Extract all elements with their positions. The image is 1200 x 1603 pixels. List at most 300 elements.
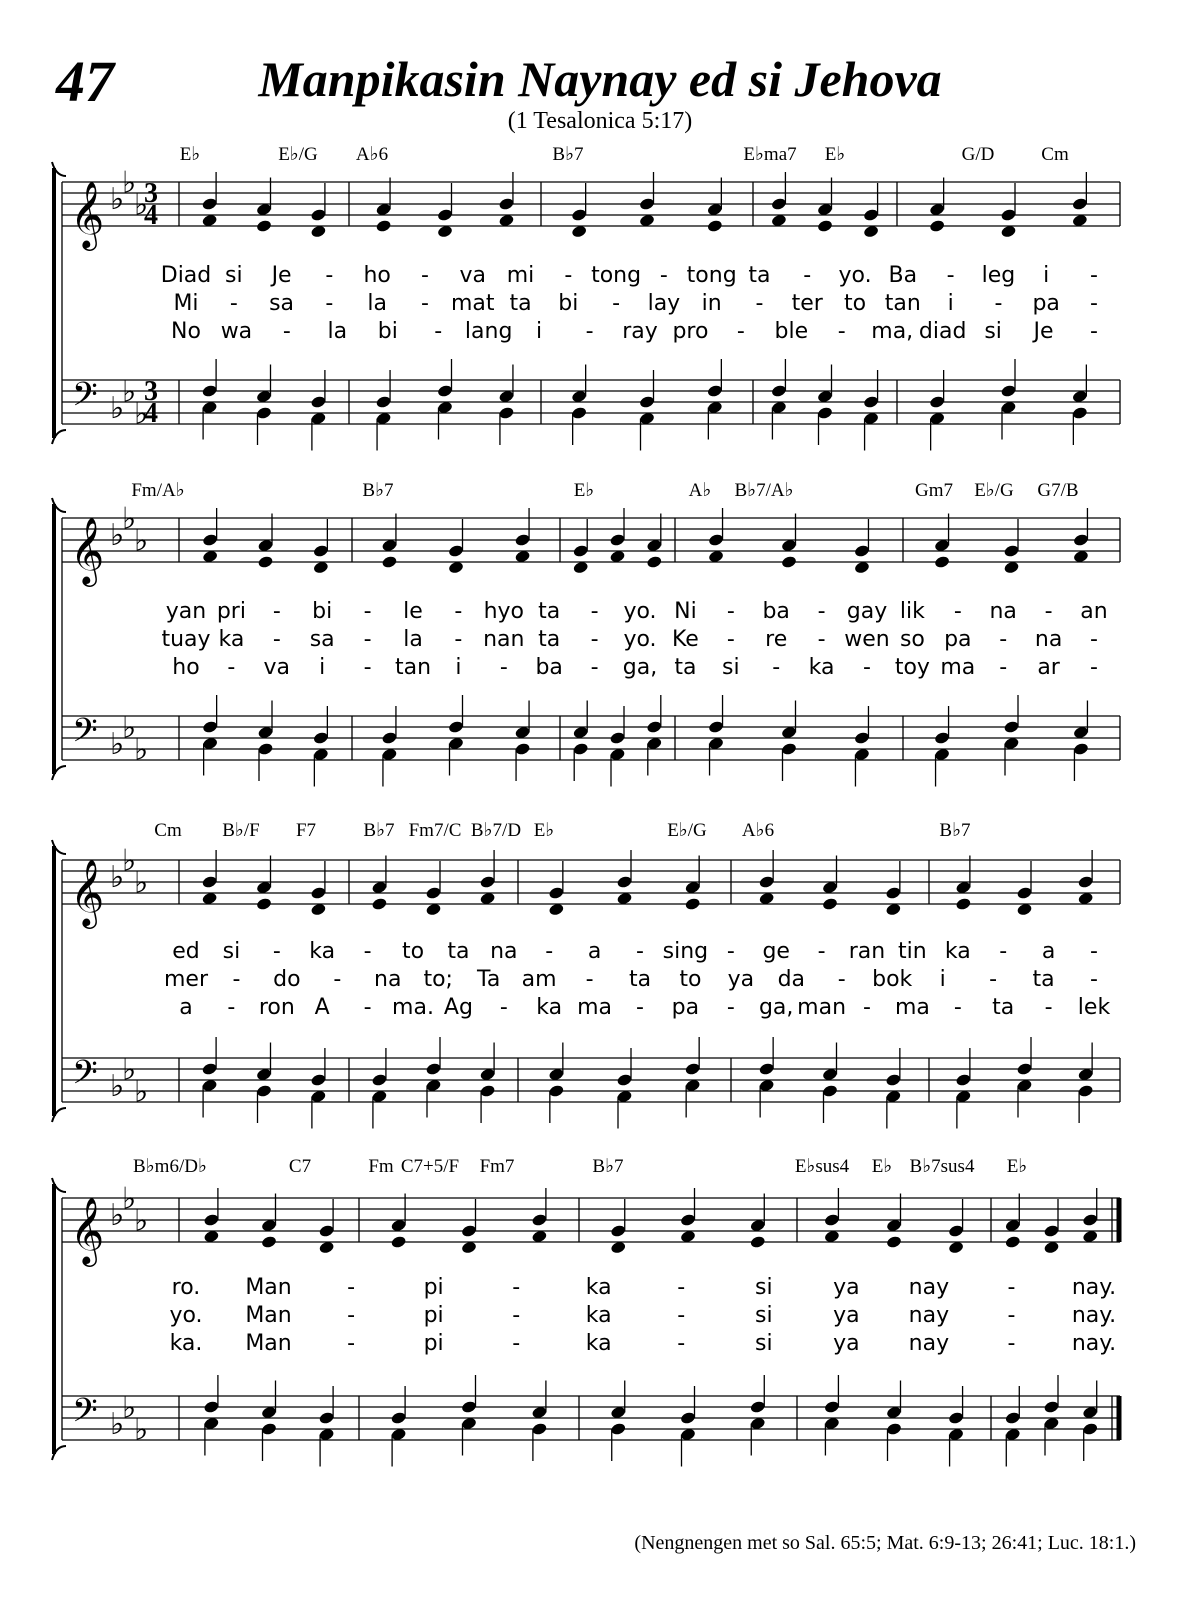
lyric-syllable: le: [403, 599, 423, 624]
note-head: [1077, 1084, 1094, 1098]
lyric-syllable: -: [420, 291, 429, 316]
lyric-syllable: sa: [309, 627, 335, 652]
note-head: [261, 1235, 278, 1249]
note-head: [381, 731, 398, 745]
chord-symbol: A♭6: [741, 820, 775, 841]
note-head: [1016, 886, 1033, 900]
note-head: [498, 197, 515, 211]
source-references: (Nengnengen met so Sal. 65:5; Mat. 6:9-13; 26:41; Luc. 18:1.): [634, 1532, 1136, 1554]
note-head: [822, 897, 839, 911]
note-head: [817, 219, 834, 233]
note-head: [707, 219, 724, 233]
flat-sign: ♭: [110, 1069, 125, 1104]
lyric-syllable: ta: [628, 967, 652, 992]
lyric-syllable: tan: [394, 655, 432, 680]
lyric-syllable: man: [797, 995, 847, 1020]
chord-symbol: E♭sus4: [794, 1156, 850, 1177]
bass-staff: [62, 716, 1120, 760]
lyric-syllable: Ba: [888, 263, 918, 288]
lyric-syllable: -: [817, 939, 826, 964]
note-head: [1082, 1213, 1099, 1227]
lyric-syllable: -: [590, 655, 599, 680]
lyric-syllable: -: [1044, 599, 1053, 624]
lyric-syllable: lang: [464, 319, 513, 344]
flat-sign: ♭: [110, 182, 125, 217]
lyric-syllable: to: [844, 291, 867, 316]
lyric-syllable: -: [227, 655, 236, 680]
flat-sign: ♭: [110, 391, 125, 426]
lyric-syllable: wa: [220, 319, 253, 344]
chord-symbol: G7/B: [1037, 480, 1079, 501]
flat-sign: ♭: [122, 501, 137, 537]
treble-clef: 𝄞: [70, 180, 105, 248]
lyric-syllable: a: [179, 995, 193, 1020]
lyric-syllable: -: [999, 655, 1008, 680]
note-head: [203, 1213, 220, 1227]
note-head: [448, 720, 465, 734]
lyric-syllable: -: [512, 1275, 521, 1300]
lyric-syllable: i: [536, 319, 543, 344]
lyric-syllable: i: [947, 291, 954, 316]
lyric-syllable: -: [726, 599, 735, 624]
note-head: [572, 544, 589, 558]
lyric-syllable: re: [765, 627, 788, 652]
lyric-syllable: tong: [591, 263, 642, 288]
lyric-syllable: mat: [450, 291, 495, 316]
note-head: [684, 1062, 701, 1076]
chord-symbol: C7: [288, 1156, 312, 1177]
chord-symbol: G/D: [961, 144, 995, 165]
note-head: [201, 197, 218, 211]
note-head: [571, 208, 588, 222]
lyric-syllable: -: [512, 1303, 521, 1328]
flat-sign: ♭: [122, 1181, 137, 1217]
note-head: [609, 533, 626, 547]
note-head: [1004, 1235, 1021, 1249]
lyric-syllable: -: [1090, 627, 1098, 652]
lyric-syllable: ka: [585, 1275, 612, 1300]
lyric-syllable: do: [273, 967, 301, 992]
note-head: [261, 1422, 278, 1436]
lyric-syllable: -: [363, 599, 372, 624]
flat-sign: ♭: [122, 165, 137, 201]
lyric-syllable: -: [803, 263, 812, 288]
treble-clef: 𝄞: [70, 858, 105, 926]
note-head: [201, 875, 218, 889]
lyric-syllable: Ke: [671, 627, 699, 652]
lyric-syllable: -: [1090, 291, 1098, 316]
lyric-syllable: -: [999, 939, 1008, 964]
note-head: [461, 1400, 478, 1414]
lyric-syllable: Diad: [160, 263, 212, 288]
chord-symbol: Cm: [154, 820, 182, 841]
lyric-syllable: pi: [423, 1331, 444, 1356]
note-head: [201, 1062, 218, 1076]
system-1: [52, 144, 1120, 451]
lyric-syllable: i: [455, 655, 462, 680]
note-head: [461, 1224, 478, 1238]
lyric-syllable: la: [327, 319, 348, 344]
note-head: [708, 533, 725, 547]
treble-time-bottom: 4: [144, 200, 158, 231]
lyric-syllable: ka: [218, 627, 245, 652]
note-head: [498, 406, 515, 420]
lyric-syllable: to;: [423, 967, 453, 992]
lyric-syllable: ga,: [622, 655, 658, 680]
note-head: [1043, 1224, 1060, 1238]
lyric-syllable: i: [939, 967, 946, 992]
lyric-syllable: ro.: [171, 1275, 201, 1300]
note-head: [371, 1073, 388, 1087]
flat-sign: ♭: [122, 1052, 137, 1088]
note-head: [758, 1062, 775, 1076]
lyric-syllable: pa: [671, 995, 700, 1020]
lyric-syllable: Mi: [173, 291, 199, 316]
lyric-syllable: -: [659, 263, 668, 288]
lyric-syllable: an: [1080, 599, 1108, 624]
chord-symbol: E♭/G: [278, 144, 318, 165]
note-head: [1043, 1400, 1060, 1414]
note-head: [824, 1213, 841, 1227]
note-head: [1082, 1422, 1099, 1436]
note-head: [863, 208, 880, 222]
note-head: [257, 555, 274, 569]
lyric-syllable: ka: [585, 1303, 612, 1328]
lyric-syllable: ho: [363, 263, 391, 288]
chord-symbol: A♭: [688, 480, 712, 501]
chord-symbol: E♭ma7: [743, 144, 797, 165]
note-head: [886, 1235, 903, 1249]
chord-symbol: Gm7: [915, 480, 953, 501]
lyric-syllable: -: [272, 599, 281, 624]
lyric-syllable: mer: [163, 967, 209, 992]
lyric-syllable: -: [677, 1303, 686, 1328]
lyric-syllable: nay.: [1071, 1331, 1117, 1356]
note-head: [955, 1073, 972, 1087]
lyric-syllable: ka: [585, 1331, 612, 1356]
lyric-syllable: yo.: [838, 263, 872, 288]
lyric-syllable: -: [863, 995, 871, 1020]
note-head: [824, 1400, 841, 1414]
note-head: [256, 219, 273, 233]
note-head: [1073, 533, 1090, 547]
note-head: [479, 875, 496, 889]
lyric-syllable: -: [590, 599, 599, 624]
chord-symbol: E♭: [179, 144, 201, 165]
lyric-syllable: ya: [833, 1303, 860, 1328]
note-head: [886, 1422, 903, 1436]
lyric-syllable: -: [434, 319, 443, 344]
lyric-syllable: to: [401, 939, 425, 964]
note-head: [1016, 1062, 1033, 1076]
flat-sign: ♭: [122, 1390, 137, 1426]
lyric-syllable: tuay: [161, 627, 211, 652]
flat-sign: ♭: [134, 1412, 149, 1448]
note-head: [708, 720, 725, 734]
chord-symbol: Fm7: [479, 1156, 515, 1177]
lyric-syllable: -: [953, 599, 962, 624]
bass-clef: 𝄢: [72, 376, 98, 422]
note-head: [375, 395, 392, 409]
lyric-syllable: lay: [647, 291, 681, 316]
chord-symbol: B♭7: [552, 144, 584, 165]
flat-sign: ♭: [110, 518, 125, 553]
lyric-syllable: si: [722, 655, 740, 680]
note-head: [448, 544, 465, 558]
lyric-syllable: -: [736, 319, 745, 344]
lyric-syllable: si: [984, 319, 1002, 344]
lyric-syllable: -: [1044, 995, 1053, 1020]
lyric-syllable: bi: [377, 319, 398, 344]
note-head: [531, 1422, 548, 1436]
lyric-syllable: -: [272, 627, 281, 652]
note-head: [425, 1062, 442, 1076]
lyric-syllable: wen: [844, 627, 890, 652]
song-title: Manpikasin Naynay ed si Jehova: [258, 51, 942, 107]
lyric-syllable: ka: [808, 655, 835, 680]
chord-symbol: Cm: [1041, 144, 1069, 165]
lyric-syllable: a: [1041, 939, 1056, 964]
bass-clef: 𝄢: [72, 1392, 98, 1438]
lyric-syllable: -: [325, 263, 334, 288]
note-head: [948, 1224, 965, 1238]
note-head: [257, 742, 274, 756]
lyric-syllable: -: [837, 319, 846, 344]
lyric-syllable: tan: [884, 291, 921, 316]
lyric-syllable: -: [454, 599, 463, 624]
lyric-syllable: ho: [172, 655, 200, 680]
flat-sign: ♭: [134, 523, 149, 559]
lyric-syllable: bi: [558, 291, 579, 316]
lyric-syllable: -: [325, 291, 334, 316]
lyric-syllable: na: [989, 599, 1017, 624]
note-head: [1072, 406, 1089, 420]
lyric-syllable: va: [459, 263, 486, 288]
note-head: [771, 197, 788, 211]
chord-symbol: Fm: [368, 1156, 394, 1177]
lyric-syllable: ba: [762, 599, 790, 624]
lyric-syllable: ma.: [392, 995, 434, 1020]
note-head: [313, 731, 330, 745]
note-head: [1077, 875, 1094, 889]
note-head: [375, 219, 392, 233]
lyric-syllable: -: [363, 627, 372, 652]
lyric-syllable: -: [1007, 1331, 1016, 1356]
lyric-syllable: pi: [423, 1303, 444, 1328]
lyric-syllable: -: [636, 995, 644, 1020]
chord-symbol: E♭: [1006, 1156, 1028, 1177]
lyric-syllable: gay: [846, 599, 888, 624]
note-head: [616, 875, 633, 889]
note-head: [680, 1213, 697, 1227]
lyric-syllable: ya: [727, 967, 755, 992]
lyric-syllable: -: [585, 967, 594, 992]
bass-clef: 𝄢: [72, 712, 98, 758]
lyric-syllable: -: [272, 939, 281, 964]
chord-symbol: Fm/A♭: [131, 480, 185, 501]
lyric-syllable: na: [490, 939, 518, 964]
lyric-syllable: ta: [509, 291, 532, 316]
lyric-syllable: ta: [748, 263, 771, 288]
lyric-syllable: -: [590, 627, 599, 652]
note-head: [548, 1084, 565, 1098]
lyric-syllable: -: [1090, 939, 1098, 964]
lyric-syllable: i: [1043, 263, 1050, 288]
flat-sign: ♭: [134, 1074, 149, 1110]
lyric-syllable: bi: [312, 599, 333, 624]
lyric-syllable: -: [772, 655, 781, 680]
lyric-syllable: ran: [848, 939, 886, 964]
note-head: [955, 897, 972, 911]
lyric-syllable: ge: [762, 939, 790, 964]
note-head: [1004, 1411, 1021, 1425]
chord-symbol: B♭7sus4: [909, 1156, 975, 1177]
lyric-syllable: pro: [672, 319, 709, 344]
chord-symbol: C7+5/F: [400, 1156, 460, 1177]
lyric-syllable: mi: [506, 263, 535, 288]
treble-staff: [62, 518, 1120, 562]
system-2: [52, 480, 1120, 787]
lyric-syllable: -: [726, 939, 735, 964]
note-head: [929, 395, 946, 409]
lyric-syllable: ya: [833, 1331, 860, 1356]
lyric-syllable: pri: [216, 599, 246, 624]
lyric-syllable: nan: [483, 627, 525, 652]
lyric-syllable: No: [171, 319, 201, 344]
bass-clef: 𝄢: [72, 1054, 98, 1100]
lyric-syllable: -: [232, 967, 241, 992]
note-head: [1003, 720, 1020, 734]
chord-symbol: E♭: [871, 1156, 893, 1177]
lyric-syllable: A: [314, 995, 330, 1020]
lyric-syllable: -: [420, 263, 429, 288]
flat-sign: ♭: [122, 843, 137, 879]
lyric-syllable: Je: [1033, 319, 1054, 344]
lyric-syllable: ter: [791, 291, 823, 316]
note-head: [934, 731, 951, 745]
lyric-syllable: in: [701, 291, 722, 316]
lyric-syllable: ka: [536, 995, 563, 1020]
flat-sign: ♭: [134, 396, 149, 432]
lyric-syllable: -: [726, 627, 735, 652]
song-number: 47: [56, 49, 114, 114]
note-head: [202, 533, 219, 547]
lyric-syllable: la: [367, 291, 387, 316]
note-head: [514, 742, 531, 756]
chord-symbol: B♭m6/D♭: [133, 1156, 207, 1177]
lyric-syllable: -: [989, 967, 998, 992]
note-head: [781, 555, 798, 569]
note-head: [572, 742, 589, 756]
lyric-syllable: ma: [577, 995, 613, 1020]
note-head: [437, 384, 454, 398]
lyric-syllable: tong: [686, 263, 737, 288]
lyric-syllable: -: [636, 939, 644, 964]
note-head: [934, 555, 951, 569]
note-head: [609, 731, 626, 745]
lyric-syllable: -: [994, 291, 1003, 316]
note-head: [1073, 742, 1090, 756]
note-head: [425, 886, 442, 900]
lyric-syllable: la: [403, 627, 423, 652]
treble-staff: [62, 860, 1120, 904]
chord-symbol: B♭7: [362, 480, 394, 501]
note-head: [684, 897, 701, 911]
lyric-syllable: na: [1034, 627, 1063, 652]
lyric-syllable: -: [755, 291, 764, 316]
lyric-syllable: ta: [992, 995, 1015, 1020]
lyric-syllable: -: [227, 995, 236, 1020]
note-head: [817, 406, 834, 420]
note-head: [310, 1073, 327, 1087]
lyric-syllable: Man: [245, 1331, 292, 1356]
flat-sign: ♭: [134, 1203, 149, 1239]
lyric-syllable: sing: [662, 939, 709, 964]
lyric-syllable: -: [229, 291, 238, 316]
flat-sign: ♭: [134, 732, 149, 768]
lyric-syllable: pa: [1032, 291, 1060, 316]
note-head: [256, 406, 273, 420]
lyric-syllable: nay: [908, 1275, 950, 1300]
lyric-syllable: -: [612, 291, 621, 316]
note-head: [610, 1422, 627, 1436]
lyric-syllable: -: [585, 319, 594, 344]
note-head: [610, 1224, 627, 1238]
note-head: [310, 886, 327, 900]
lyric-syllable: hyo: [483, 599, 525, 624]
lyric-syllable: diad: [918, 319, 967, 344]
lyric-syllable: ray: [622, 319, 658, 344]
lyric-syllable: pa: [944, 627, 972, 652]
lyric-syllable: -: [499, 655, 508, 680]
lyric-syllable: yo.: [623, 627, 657, 652]
flat-sign: ♭: [134, 187, 149, 223]
note-head: [758, 875, 775, 889]
lyric-syllable: yo.: [169, 1303, 203, 1328]
lyric-syllable: ma: [940, 655, 976, 680]
note-head: [318, 1411, 335, 1425]
note-head: [781, 742, 798, 756]
lyric-syllable: yan: [165, 599, 207, 624]
note-head: [313, 544, 330, 558]
treble-time-top: 3: [144, 178, 158, 209]
chord-symbol: Fm7/C: [408, 820, 462, 841]
lyric-syllable: -: [347, 1331, 356, 1356]
note-head: [639, 395, 656, 409]
note-head: [749, 1235, 766, 1249]
note-head: [646, 720, 663, 734]
note-head: [479, 1084, 496, 1098]
note-head: [318, 1224, 335, 1238]
note-head: [1072, 197, 1089, 211]
chord-symbol: E♭: [533, 820, 555, 841]
lyric-syllable: na: [374, 967, 402, 992]
lyric-syllable: tin: [898, 939, 927, 964]
lyric-syllable: so: [899, 627, 925, 652]
lyric-syllable: -: [1090, 655, 1098, 680]
note-head: [381, 555, 398, 569]
lyric-syllable: am: [521, 967, 557, 992]
note-head: [771, 384, 788, 398]
note-head: [310, 395, 327, 409]
lyric-syllable: -: [677, 1331, 686, 1356]
bass-time-top: 3: [144, 376, 158, 407]
lyric-syllable: Man: [245, 1275, 292, 1300]
lyric-syllable: -: [953, 995, 962, 1020]
lyric-syllable: -: [946, 263, 955, 288]
lyric-syllable: pi: [423, 1275, 444, 1300]
lyric-syllable: to: [679, 967, 702, 992]
